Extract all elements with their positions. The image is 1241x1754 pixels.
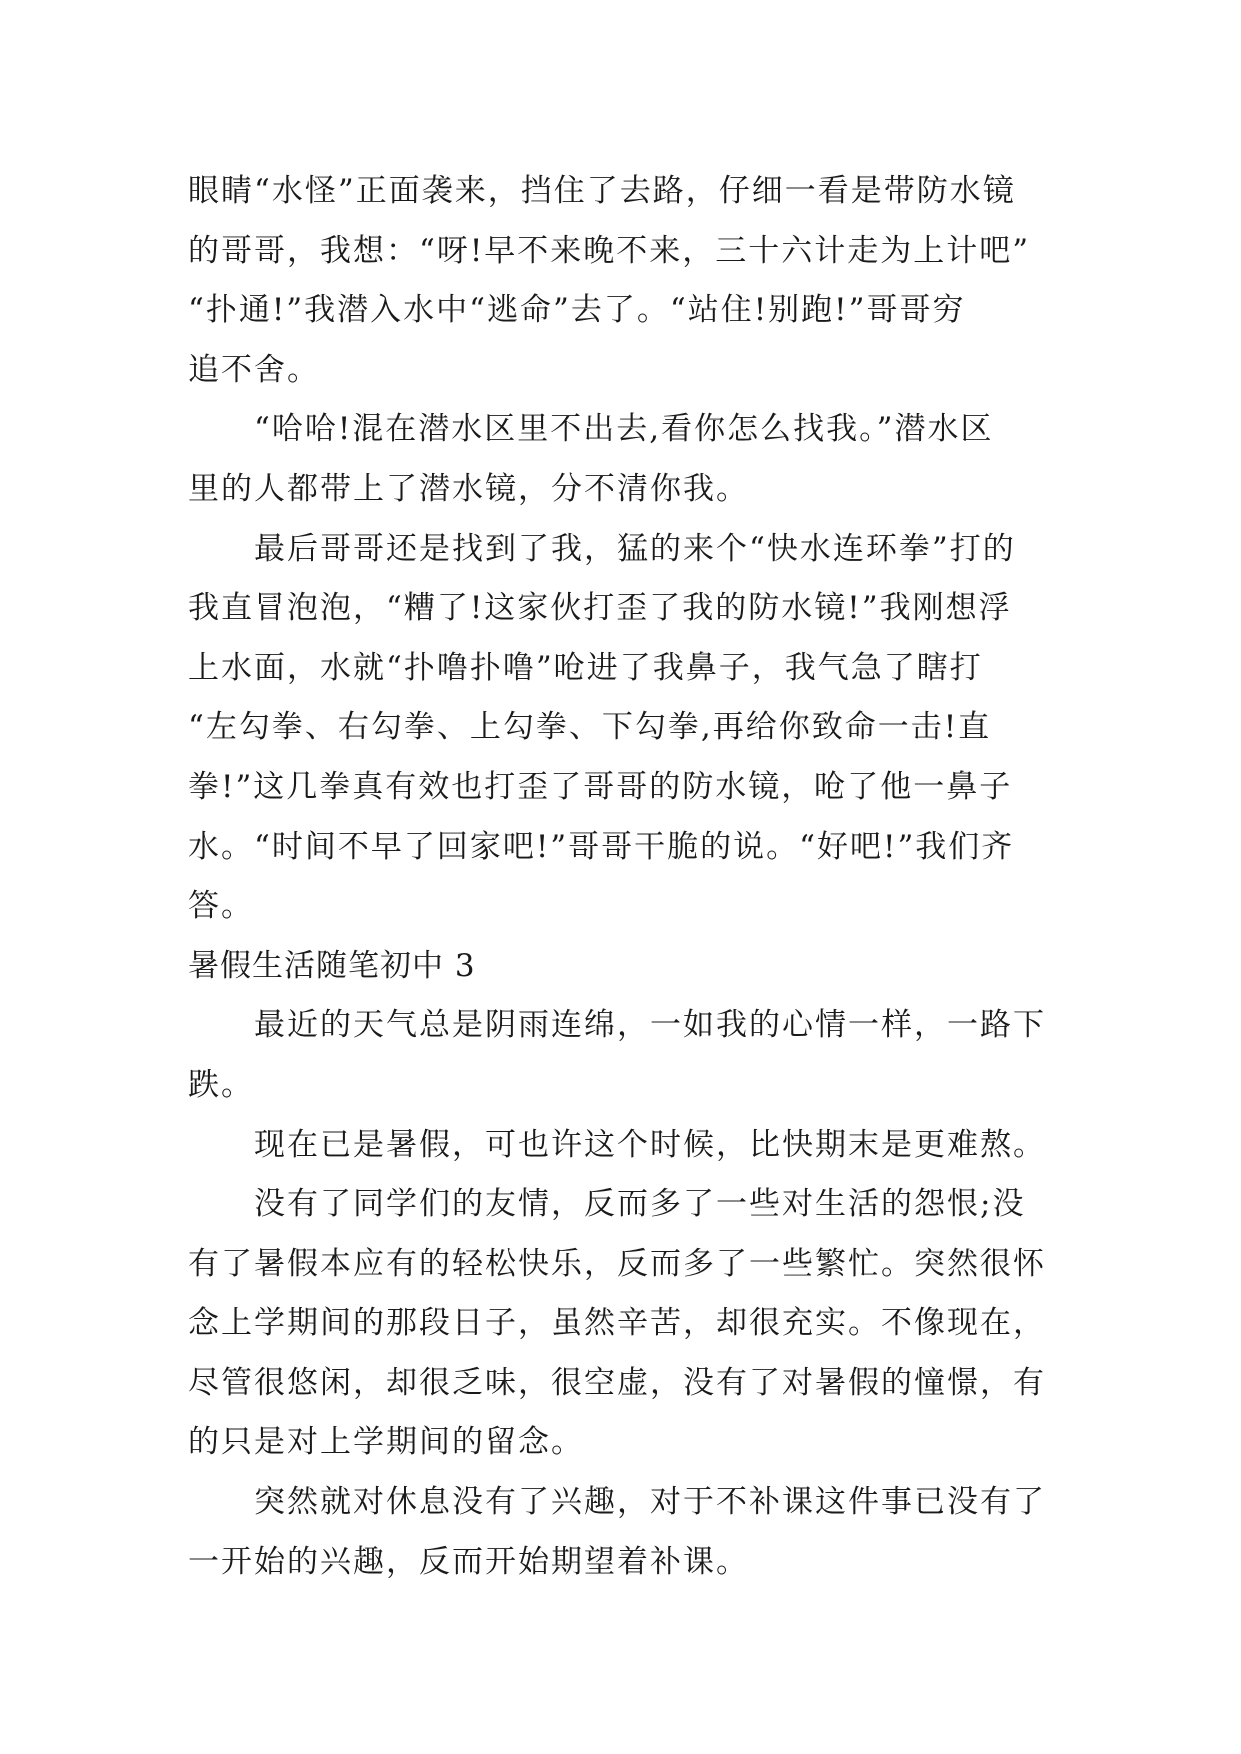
paragraph-first-line: 没有了同学们的友情，反而多了一些对生活的怨恨;没 [254, 1186, 1026, 1223]
text-line: 尽管很悠闲，却很乏味，很空虚，没有了对暑假的憧憬，有 [188, 1364, 1046, 1401]
text-line: 有了暑假本应有的轻松快乐，反而多了一些繁忙。突然很怀 [188, 1245, 1046, 1282]
text-line: 一开始的兴趣，反而开始期望着补课。 [188, 1543, 749, 1580]
paragraph-first-line: “哈哈!混在潜水区里不出去,看你怎么找我。”潜水区 [254, 411, 994, 448]
paragraph-first-line: 最后哥哥还是找到了我，猛的来个“快水连环拳”打的 [254, 530, 1016, 567]
text-line: 眼睛“水怪”正面袭来，挡住了去路，仔细一看是带防水镜 [188, 173, 1016, 209]
text-line: 答。 [188, 888, 254, 925]
text-line: 的只是对上学期间的留念。 [188, 1424, 584, 1461]
section-heading: 暑假生活随笔初中 3 [188, 947, 476, 984]
text-line: 的哥哥，我想：“呀!早不来晚不来，三十六计走为上计吧” [188, 232, 1031, 269]
text-line: “扑通!”我潜入水中“逃命”去了。“站住!别跑!”哥哥穷 [188, 292, 966, 329]
text-line: 上水面，水就“扑噜扑噜”呛进了我鼻子，我气急了瞎打 [188, 649, 983, 686]
text-line: 我直冒泡泡，“糟了!这家伙打歪了我的防水镜!”我刚想浮 [188, 590, 1012, 627]
paragraph-first-line: 现在已是暑假，可也许这个时候，比快期末是更难熬。 [254, 1126, 1046, 1163]
document-body [188, 162, 1068, 1592]
paragraph-first-line: 最近的天气总是阴雨连绵，一如我的心情一样，一路下 [254, 1007, 1046, 1044]
text-line: 跌。 [188, 1066, 254, 1103]
text-line: 水。“时间不早了回家吧!”哥哥干脆的说。“好吧!”我们齐 [188, 828, 1015, 865]
paragraph-first-line: 突然就对休息没有了兴趣，对于不补课这件事已没有了 [254, 1484, 1046, 1521]
text-line: 念上学期间的那段日子，虽然辛苦，却很充实。不像现在， [188, 1305, 1046, 1342]
text-line: 里的人都带上了潜水镜，分不清你我。 [188, 470, 749, 507]
text-line: 拳!”这几拳真有效也打歪了哥哥的防水镜，呛了他一鼻子 [188, 768, 1013, 805]
text-line: 追不舍。 [188, 351, 320, 388]
text-line: “左勾拳、右勾拳、上勾拳、下勾拳,再给你致命一击!直 [188, 709, 992, 746]
